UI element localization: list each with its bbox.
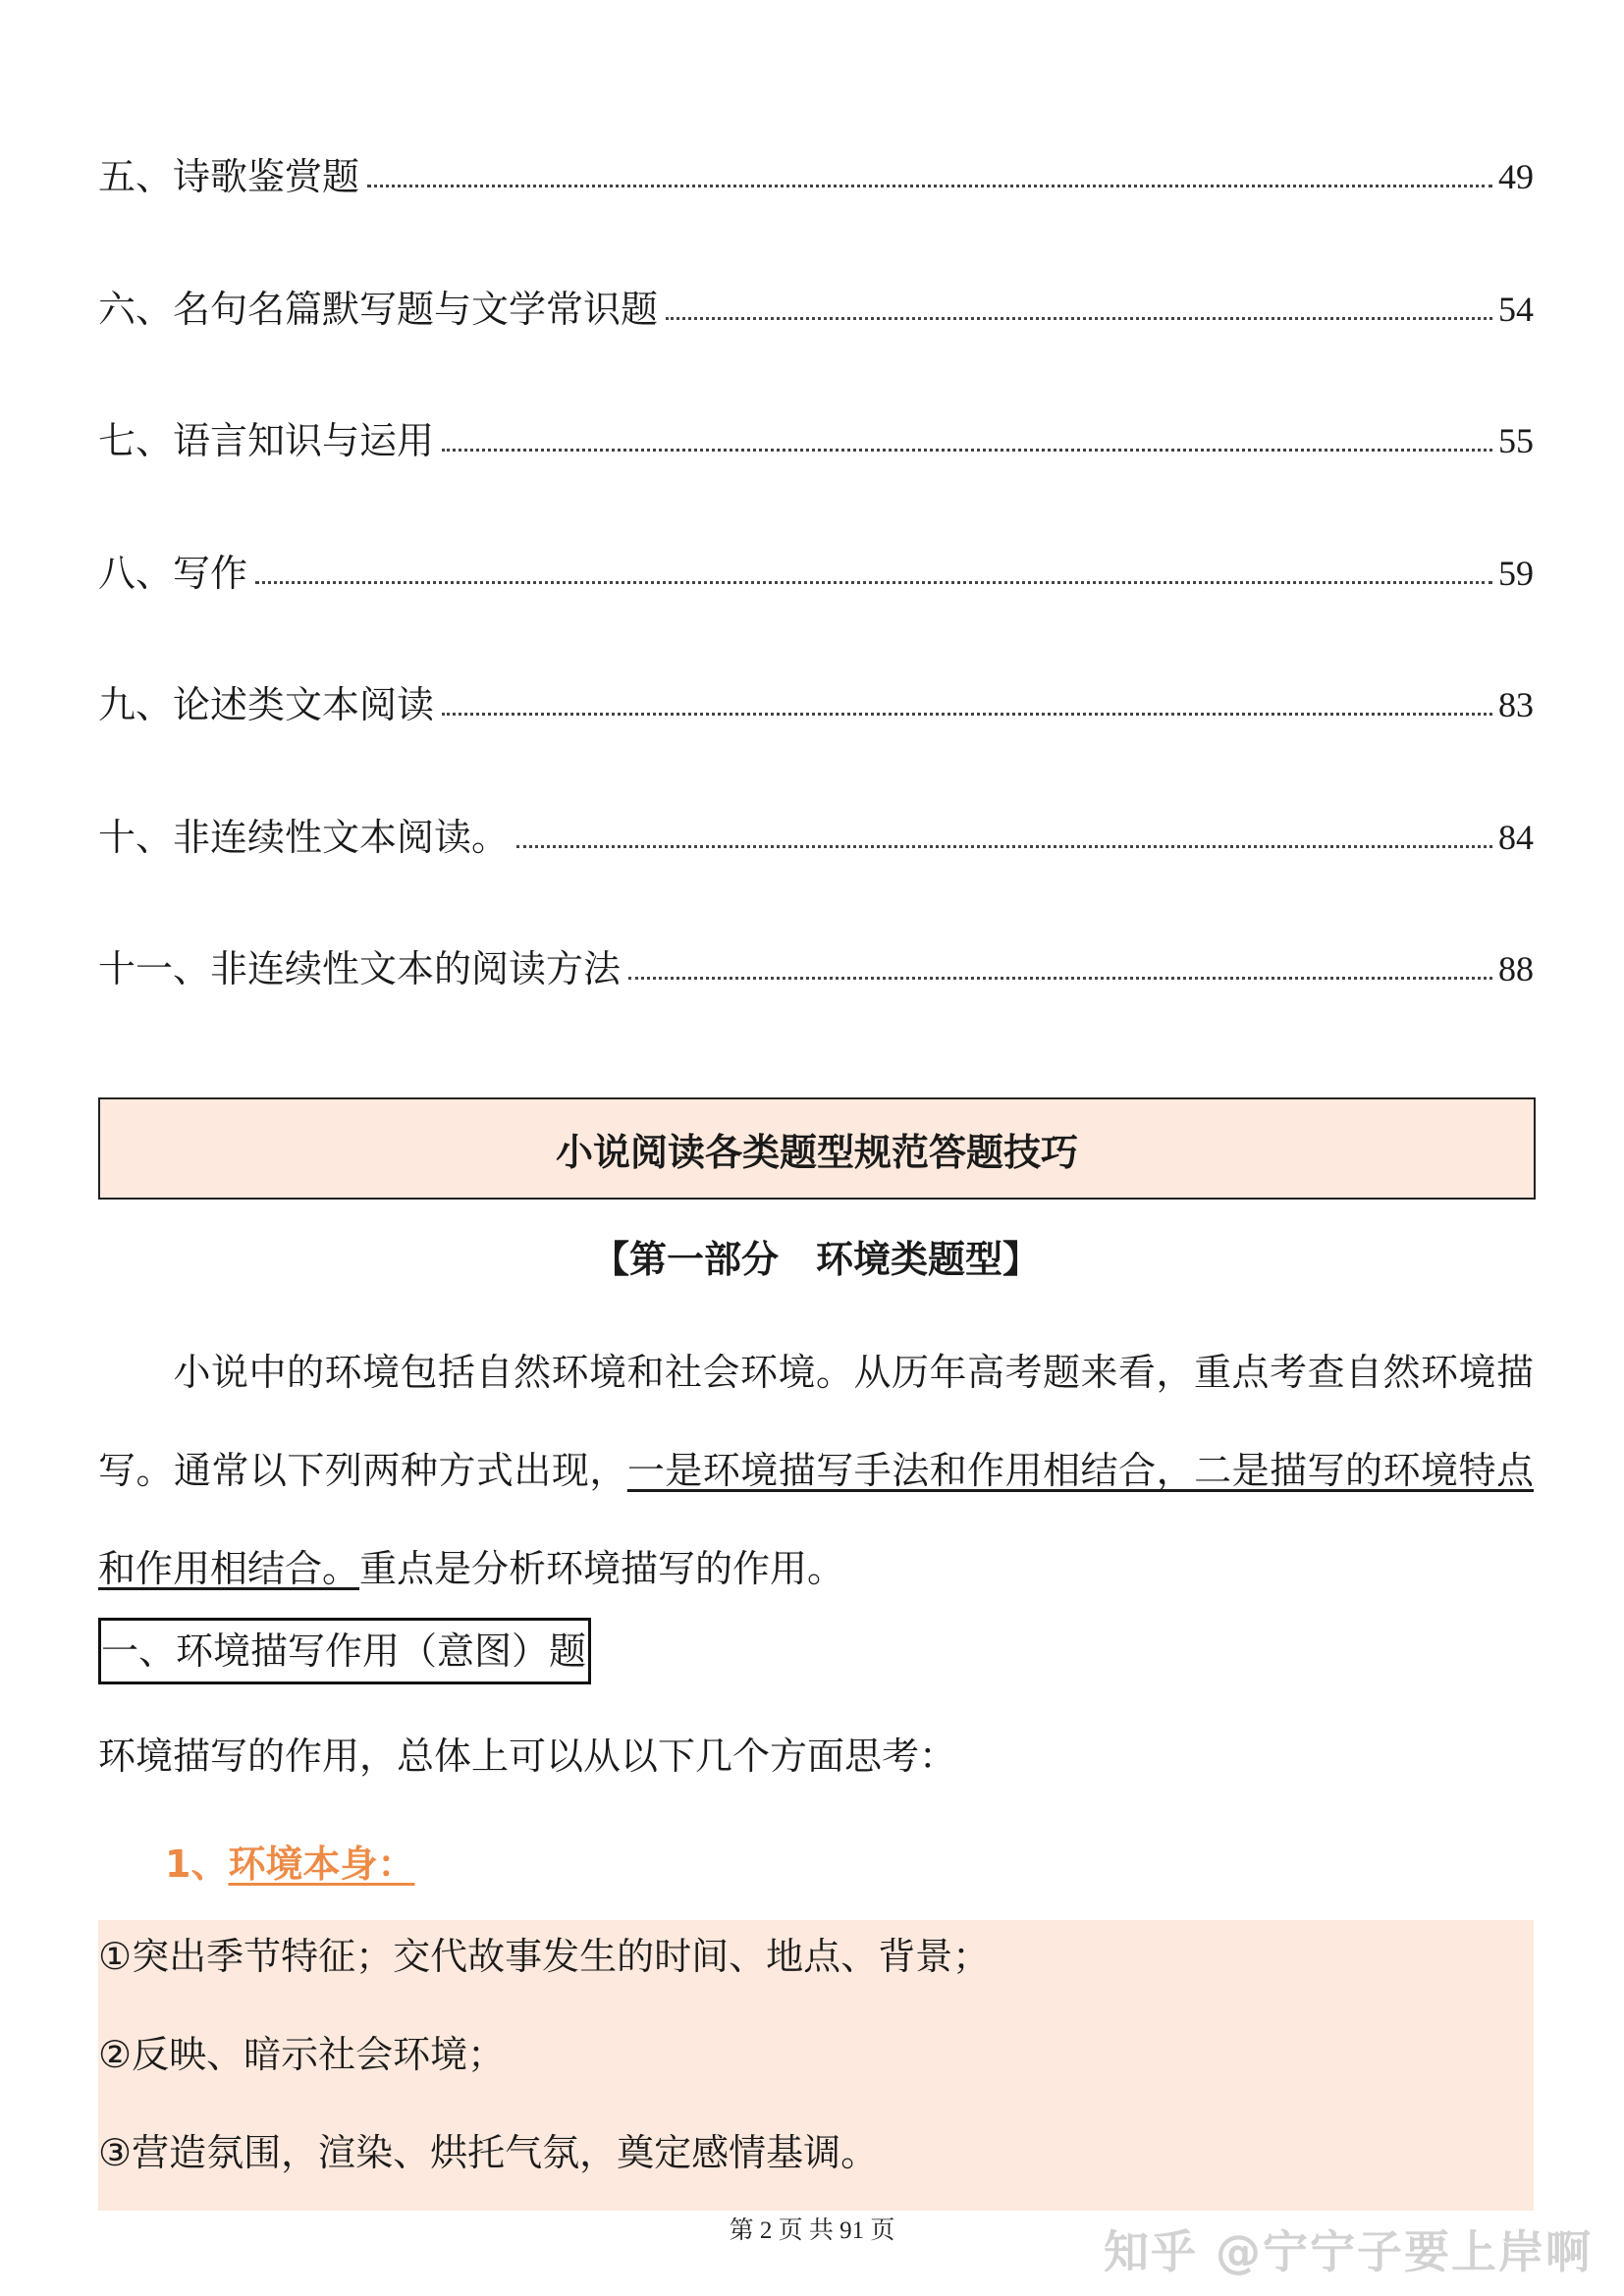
toc-leader-dots bbox=[628, 977, 1492, 980]
toc-entry[interactable] bbox=[98, 196, 1534, 329]
toc-entry-page: 88 bbox=[1498, 949, 1534, 988]
toc-entry[interactable] bbox=[98, 593, 1534, 725]
toc-entry-label: 八、写作 bbox=[98, 551, 248, 595]
toc-entry-label: 九、论述类文本阅读 bbox=[98, 683, 435, 726]
toc-entry[interactable] bbox=[98, 130, 1534, 196]
toc-entry-page: 84 bbox=[1498, 817, 1534, 857]
intro-paragraph bbox=[98, 1323, 1534, 1618]
list-item: ②反映、暗示社会环境； bbox=[98, 2033, 506, 2076]
page-footer: 第 2 页 共 91 页 bbox=[729, 2217, 895, 2244]
section-heading-box bbox=[98, 1618, 591, 1684]
intro-underlined-text: 一是环境描写手法和作用相结合，二是描写的环境特点和作用相结合。 bbox=[98, 1449, 1534, 1590]
toc-entry[interactable] bbox=[98, 724, 1534, 857]
watermark: 知乎 @宁宁子要上岸啊 bbox=[1103, 2225, 1593, 2278]
toc-leader-dots bbox=[367, 185, 1492, 187]
toc-entry[interactable] bbox=[98, 857, 1534, 989]
list-item: ③营造氛围，渲染、烘托气氛，奠定感情基调。 bbox=[98, 2131, 879, 2174]
toc-entry-label: 五、诗歌鉴赏题 bbox=[98, 155, 360, 198]
toc-entry-label: 六、名句名篇默写题与文学常识题 bbox=[98, 287, 659, 331]
part-title: 【第一部分 环境类题型】 bbox=[591, 1238, 1040, 1281]
table-of-contents bbox=[98, 130, 1534, 988]
toc-entry-label: 七、语言知识与运用 bbox=[98, 419, 435, 462]
toc-entry-label: 十、非连续性文本阅读。 bbox=[98, 815, 510, 859]
intro-lead-text: 小说中的环境包括自然环境和社会环境。从历年高考题来看，重点考查自然环境描写。通常以下列两种方式出现， bbox=[98, 1351, 1534, 1492]
document-title-box bbox=[98, 1097, 1536, 1200]
toc-leader-dots bbox=[442, 713, 1492, 716]
toc-entry-label: 十一、非连续性文本的阅读方法 bbox=[98, 947, 622, 990]
toc-entry-page: 59 bbox=[1498, 553, 1534, 593]
toc-entry-page: 49 bbox=[1498, 157, 1534, 196]
sub-heading bbox=[165, 1834, 414, 1888]
toc-leader-dots bbox=[516, 845, 1492, 848]
toc-entry[interactable] bbox=[98, 460, 1534, 593]
toc-leader-dots bbox=[255, 581, 1492, 584]
sub-heading-number: 1、 bbox=[165, 1842, 229, 1886]
list-item: ①突出季节特征；交代故事发生的时间、地点、背景； bbox=[98, 1935, 991, 1978]
sub-heading-text: 环境本身： bbox=[228, 1842, 415, 1886]
document-title: 小说阅读各类题型规范答题技巧 bbox=[555, 1130, 1078, 1174]
highlighted-list bbox=[98, 1920, 1534, 2211]
toc-entry-page: 54 bbox=[1498, 289, 1534, 329]
section-intro: 环境描写的作用，总体上可以从以下几个方面思考： bbox=[98, 1735, 957, 1778]
toc-leader-dots bbox=[442, 449, 1492, 452]
intro-tail-text: 重点是分析环境描写的作用。 bbox=[359, 1547, 845, 1590]
toc-entry-page: 55 bbox=[1498, 421, 1534, 460]
toc-entry[interactable] bbox=[98, 329, 1534, 461]
toc-entry-page: 83 bbox=[1498, 685, 1534, 724]
section-heading: 一、环境描写作用（意图）题 bbox=[101, 1629, 587, 1673]
toc-leader-dots bbox=[666, 317, 1492, 320]
